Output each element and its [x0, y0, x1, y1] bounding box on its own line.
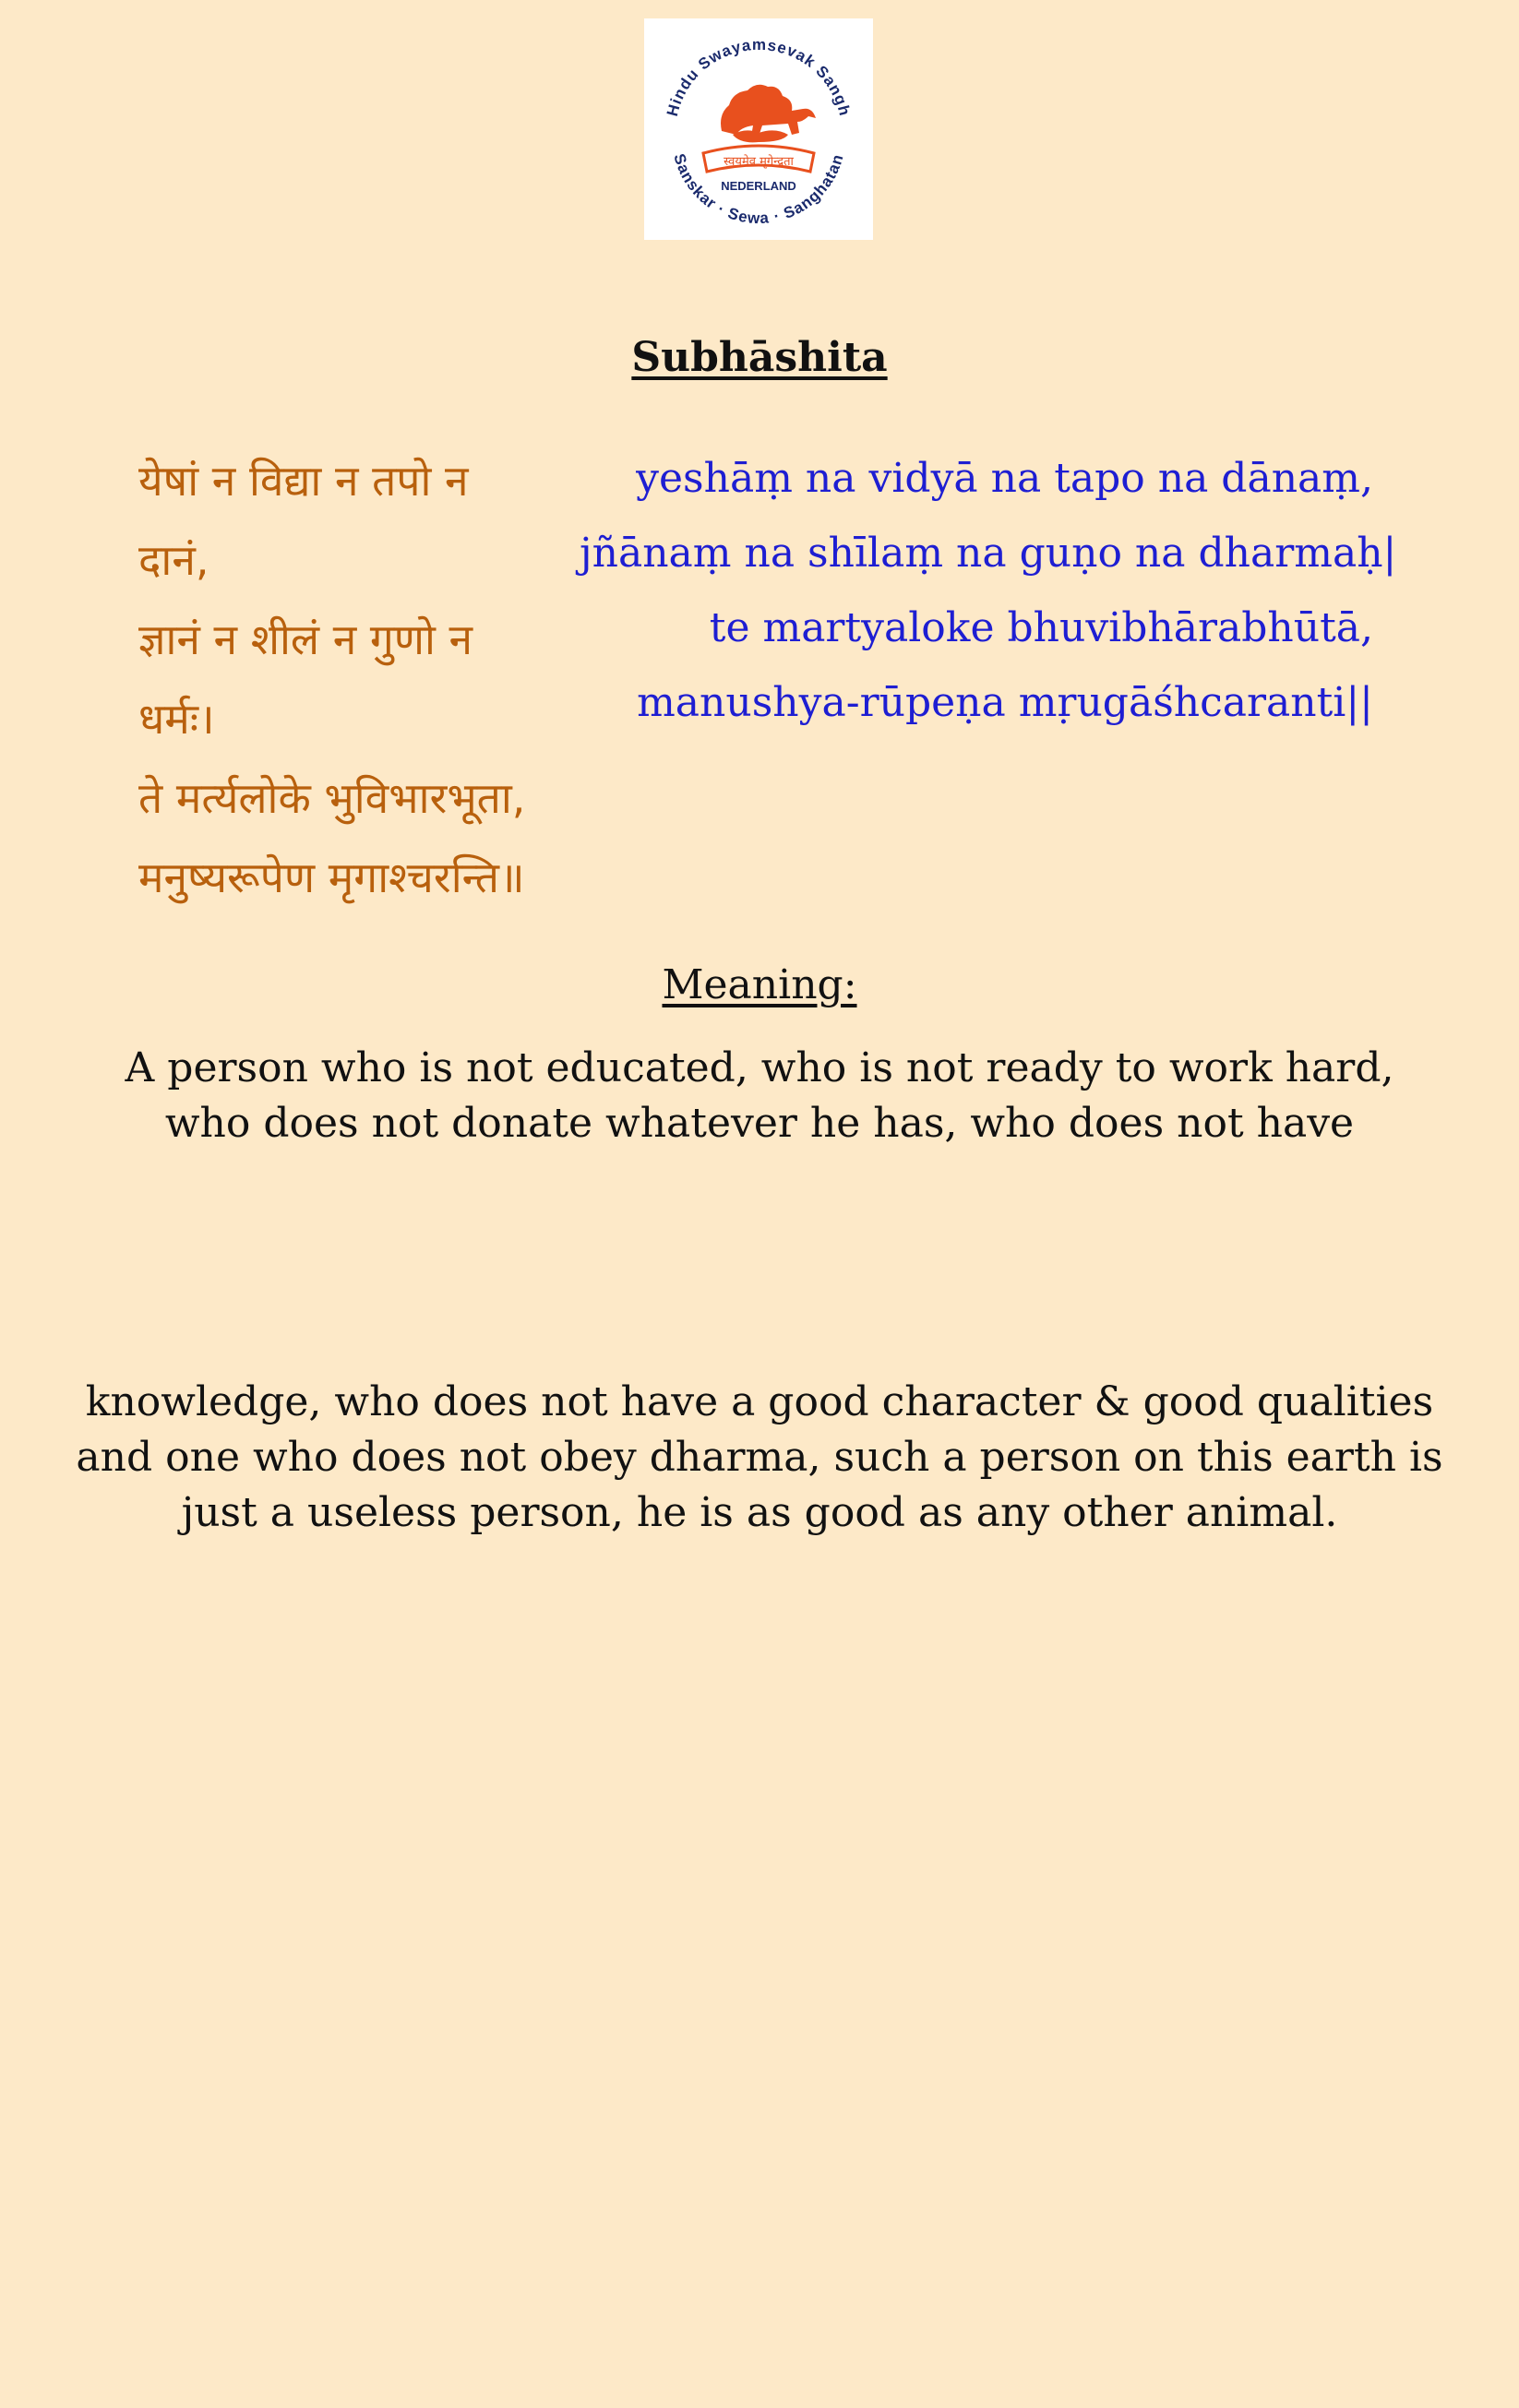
meaning-paragraph-part1: [0, 1041, 1519, 1151]
hss-logo: [644, 18, 873, 240]
transliteration-line: te martyaloke bhuvibhārabhūtā,: [709, 604, 1373, 651]
logo-banner-text: स्वयमेव मृगेन्द्रता: [724, 155, 794, 169]
meaning-line: and one who does not obey dharma, such a person on this earth is: [76, 1434, 1443, 1481]
meaning-paragraph-part2: [0, 1375, 1519, 1541]
logo-arc-top-text: Hindu Swayamsevak Sangh: [663, 35, 855, 119]
meaning-line: just a useless person, he is as good as any other animal.: [181, 1489, 1338, 1536]
logo-arc-bottom-text: Sanskar · Sewa · Sanghatan: [670, 151, 847, 228]
transliteration-verse: [580, 441, 1397, 740]
transliteration-line: yeshāṃ na vidyā na tapo na dānaṃ,: [636, 455, 1373, 502]
devanagari-line: धर्मः।: [138, 694, 215, 744]
transliteration-line: jñānaṃ na shīlaṃ na guṇo na dharmaḥ|: [580, 530, 1397, 577]
meaning-line: who does not donate whatever he has, who does not have: [164, 1100, 1355, 1147]
devanagari-verse: [138, 441, 618, 917]
devanagari-line: ज्ञानं न शीलं न गुणो न: [138, 614, 473, 664]
logo-country-text: NEDERLAND: [721, 179, 796, 193]
meaning-line: knowledge, who does not have a good character & good qualities: [85, 1378, 1434, 1425]
devanagari-line: दानं,: [138, 535, 209, 585]
devanagari-line: येषां न विद्या न तपो न: [138, 456, 469, 506]
lion-shape: [721, 85, 816, 143]
transliteration-line: manushya-rūpeṇa mṛugāśhcaranti||: [637, 679, 1373, 726]
meaning-heading: Meaning:: [662, 961, 857, 1008]
lion-emblem-icon: [644, 18, 873, 240]
devanagari-line: ते मर्त्यलोके भुविभारभूता,: [138, 773, 526, 823]
page-title: Subhāshita: [631, 334, 888, 381]
meaning-line: A person who is not educated, who is not ready to work hard,: [125, 1044, 1394, 1091]
devanagari-line: मनुष्यरूपेण मृगाश्चरन्ति॥: [138, 852, 525, 902]
